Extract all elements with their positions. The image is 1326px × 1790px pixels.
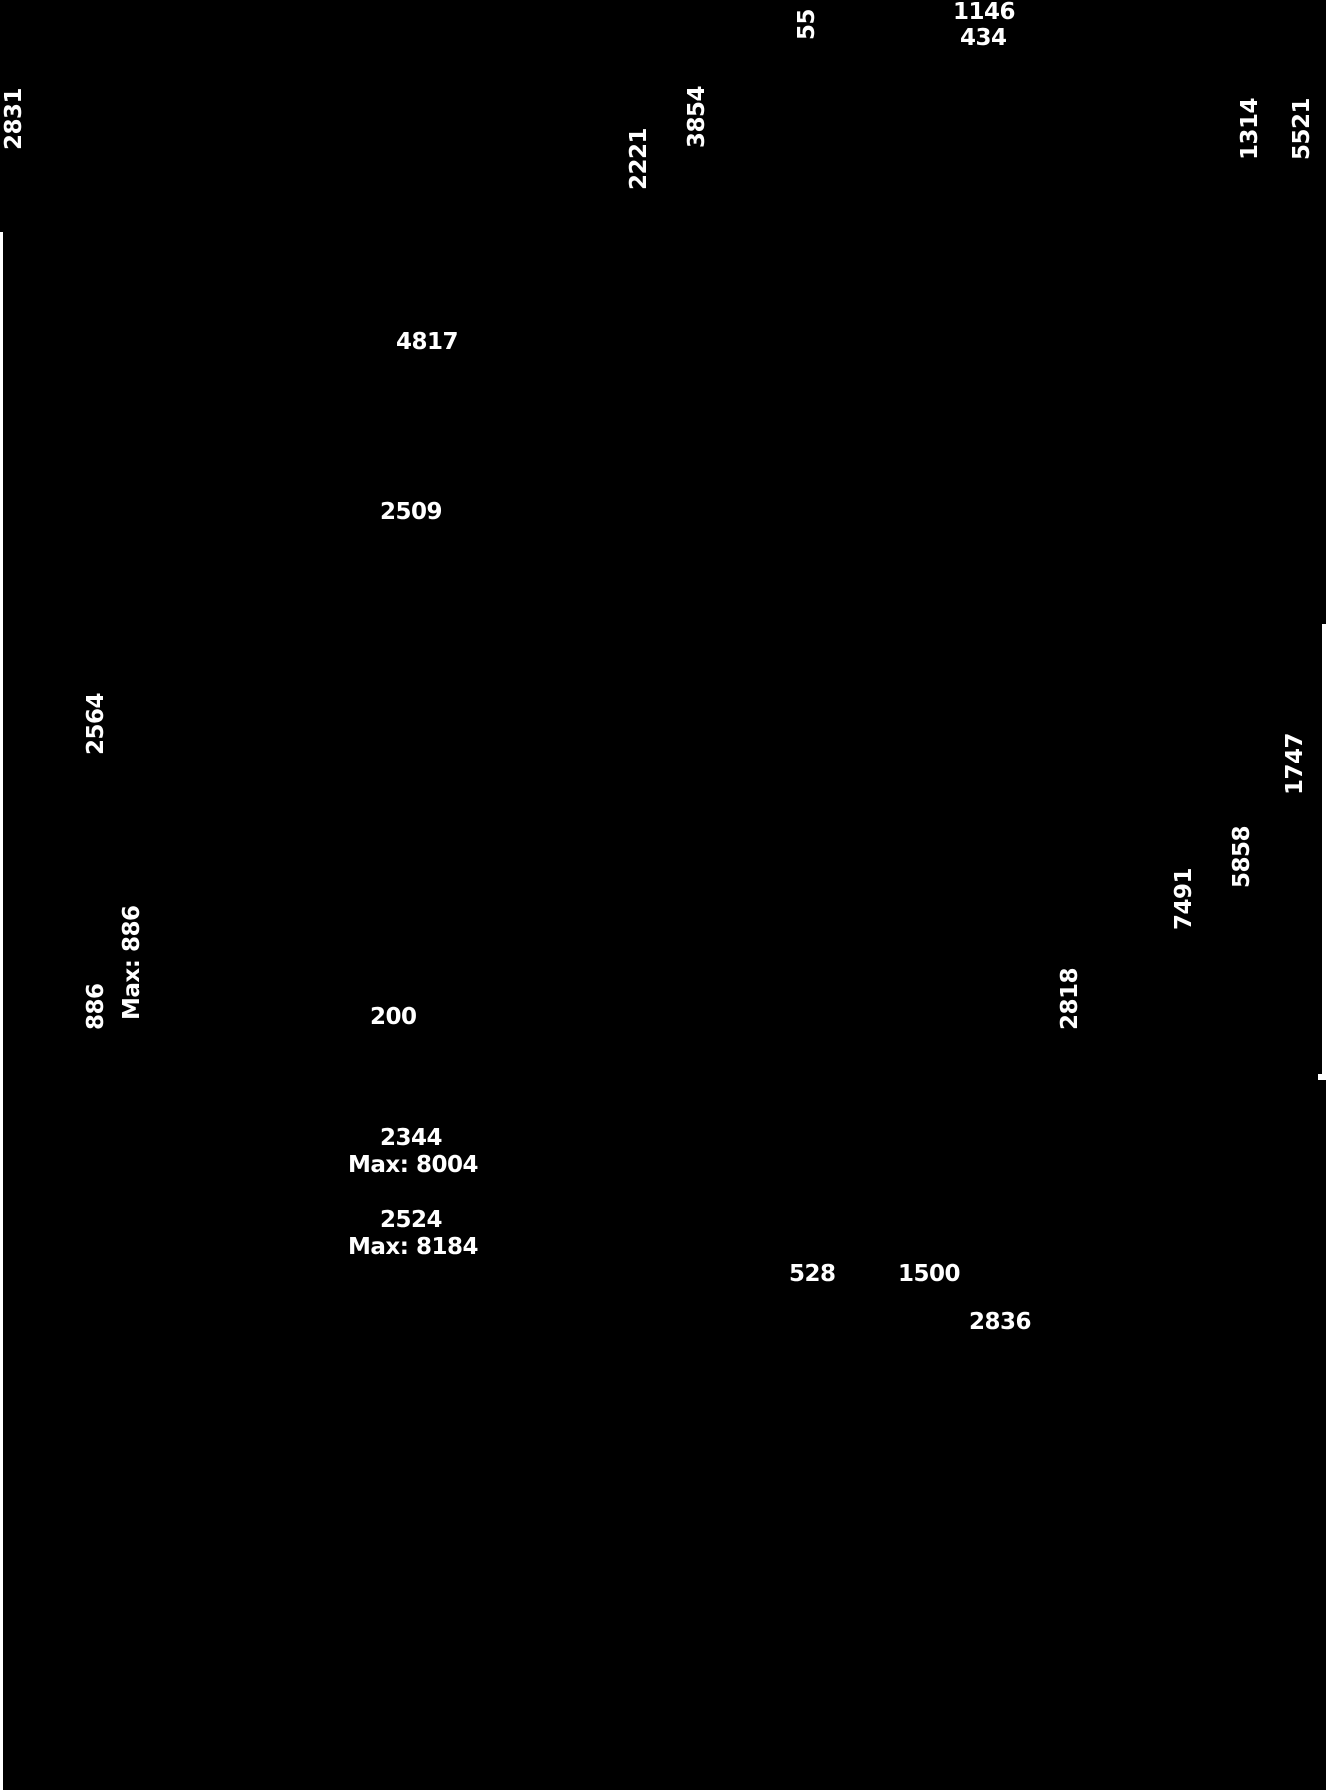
label-528: 528 <box>789 1261 836 1287</box>
label-max-8184: Max: 8184 <box>348 1234 478 1260</box>
label-55: 55 <box>794 8 820 40</box>
label-2836: 2836 <box>969 1309 1032 1335</box>
label-4817: 4817 <box>396 329 459 355</box>
label-max-886: Max: 886 <box>119 905 145 1020</box>
label-3854: 3854 <box>684 85 710 148</box>
label-2221: 2221 <box>626 127 652 190</box>
edge-right-upper <box>1322 624 1326 1074</box>
edge-right-lower <box>1318 1074 1326 1080</box>
label-200: 200 <box>370 1004 417 1030</box>
label-2831: 2831 <box>1 87 27 150</box>
label-2344: 2344 <box>380 1125 443 1151</box>
label-7491: 7491 <box>1171 867 1197 930</box>
label-2524: 2524 <box>380 1207 443 1233</box>
label-1747: 1747 <box>1282 732 1308 795</box>
label-2818: 2818 <box>1057 967 1083 1030</box>
label-1314: 1314 <box>1237 97 1263 160</box>
label-434: 434 <box>960 25 1007 51</box>
label-886: 886 <box>83 983 109 1030</box>
label-1500: 1500 <box>898 1261 961 1287</box>
label-max-8004: Max: 8004 <box>348 1152 478 1178</box>
edge-left <box>0 232 3 1790</box>
label-2509: 2509 <box>380 499 443 525</box>
label-1146: 1146 <box>953 0 1016 25</box>
label-5521: 5521 <box>1289 97 1315 160</box>
label-2564: 2564 <box>83 692 109 755</box>
label-5858: 5858 <box>1229 825 1255 888</box>
